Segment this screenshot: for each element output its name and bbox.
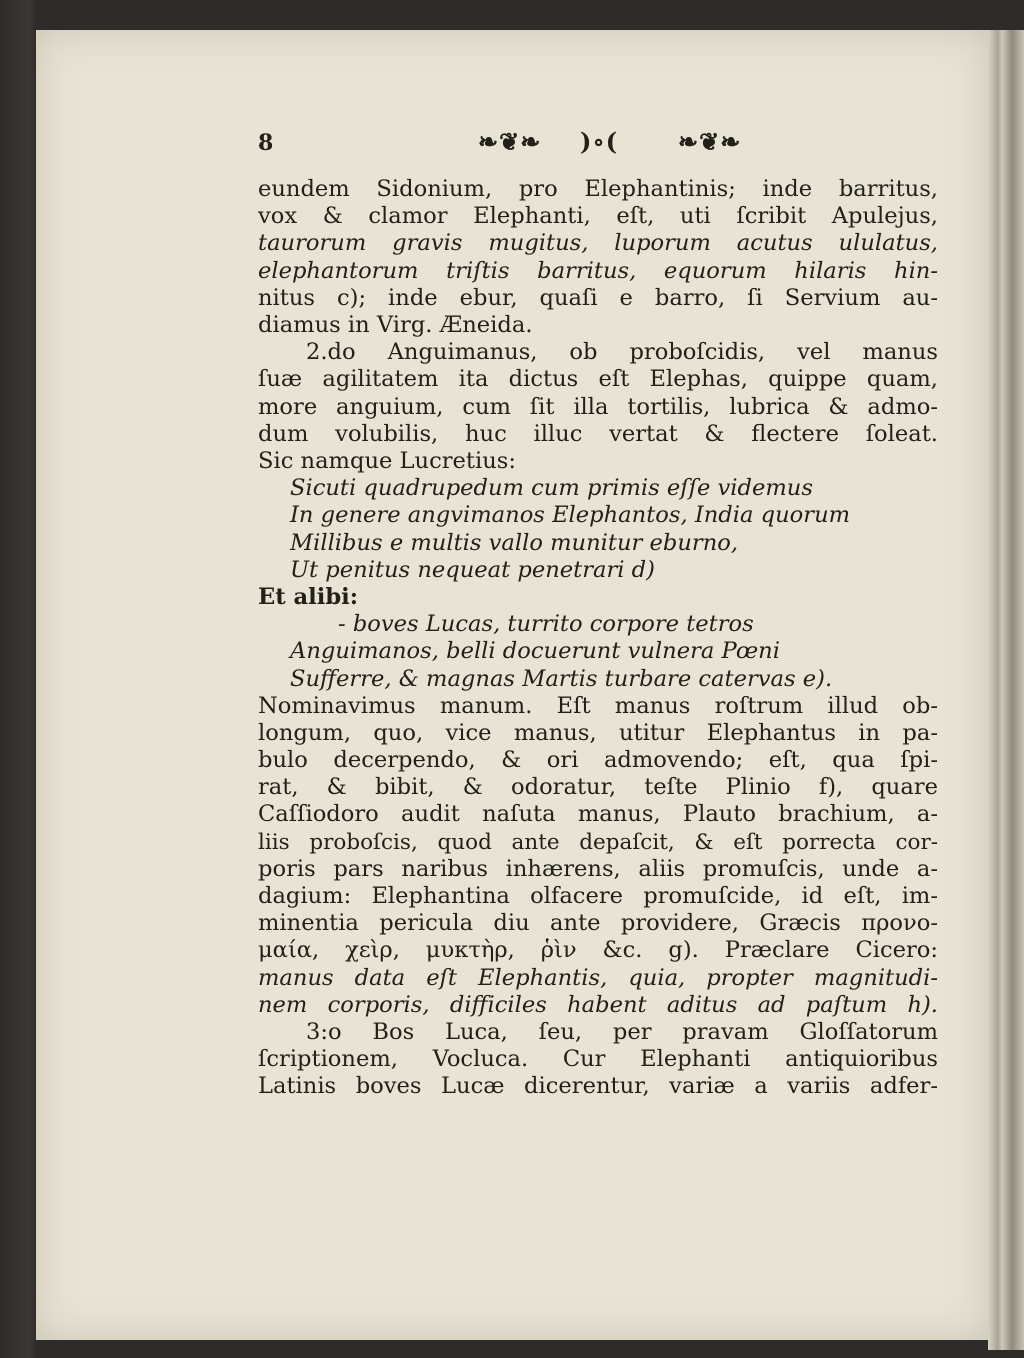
text-line: poris pars naribus inhærens, aliis promuſcis, unde a- (258, 855, 938, 882)
text-line: ſcriptionem, Vocluca. Cur Elephanti antiquioribus (258, 1046, 938, 1073)
text-line: nitus c); inde ebur, quaſi e barro, ſi Servium au- (258, 284, 938, 311)
text-line: Caſſiodoro audit naſuta manus, Plauto brachium, a- (258, 801, 938, 828)
text-line: Et alibi: (258, 583, 359, 610)
text-line: Latinis boves Lucæ dicerentur, variæ a variis adfer- (258, 1073, 938, 1100)
verse-line: Anguimanos, belli docuerunt vulnera Pœni (290, 638, 780, 665)
ornament-right-icon: ❧❦❧ (678, 127, 742, 156)
verse-line: - boves Lucas, turrito corpore tetros (338, 611, 754, 638)
text-line: 3:o Bos Luca, ſeu, per pravam Gloſſatorum (306, 1018, 938, 1045)
text-line: μαία, χεὶρ, μυκτὴρ, ῥὶν &c. g). Præclare Cicero: (258, 937, 938, 964)
page-text (258, 128, 938, 1101)
facing-page-edge (988, 30, 1024, 1350)
text-line: Nominavimus manum. Eſt manus roſtrum illud ob- (258, 692, 938, 719)
text-line: rat, & bibit, & odoratur, teſte Plinio f), quare (258, 774, 938, 801)
text-line: elephantorum triſtis barritus, equorum hilaris hin- (258, 257, 938, 284)
verse-line: Ut penitus nequeat penetrari d) (290, 556, 655, 583)
text-line: vox & clamor Elephanti, eſt, uti ſcribit Apulejus, (258, 203, 938, 230)
text-line: nem corporis, difficiles habent aditus ad paſtum h). (258, 991, 938, 1018)
running-header (258, 128, 938, 176)
text-line: ſuæ agilitatem ita dictus eſt Elephas, quippe quam, (258, 366, 938, 393)
text-line: 2.do Anguimanus, ob proboſcidis, vel manus (306, 339, 938, 366)
text-line: more anguium, cum ſit illa tortilis, lubrica & admo- (258, 393, 938, 420)
text-line: eundem Sidonium, pro Elephantinis; inde barritus, (258, 176, 938, 202)
text-line: longum, quo, vice manus, utitur Elephantus in pa- (258, 719, 938, 746)
text-line: taurorum gravis mugitus, luporum acutus ululatus, (258, 230, 938, 257)
text-line: bulo decerpendo, & ori admovendo; eſt, qua ſpi- (258, 747, 938, 774)
text-line: liis proboſcis, quod ante depaſcit, & eſt porrecta cor- (258, 829, 938, 855)
text-line: manus data eſt Elephantis, quia, propter magnitudi- (258, 964, 938, 991)
text-line: dagium: Elephantina olfacere promuſcide, id eſt, im- (258, 883, 938, 910)
ornament-left-icon: ❧❦❧ (478, 127, 542, 156)
text-line: dum volubilis, huc illuc vertat & flectere ſoleat. (258, 420, 938, 447)
verse-line: Sufferre, & magnas Martis turbare catervas e). (290, 665, 833, 692)
page-number: 8 (258, 130, 274, 156)
text-line: minentia pericula diu ante providere, Græcis προνο- (258, 910, 938, 937)
text-line: diamus in Virg. Æneida. (258, 311, 533, 338)
ornament-middle: )∘( (580, 127, 619, 156)
verse-line: Sicuti quadrupedum cum primis eſſe videmus (290, 475, 813, 502)
verse-line: Millibus e multis vallo munitur eburno, (290, 529, 739, 556)
text-line: Sic namque Lucretius: (258, 447, 516, 474)
verse-line: In genere angvimanos Elephantos, India quorum (290, 502, 851, 529)
